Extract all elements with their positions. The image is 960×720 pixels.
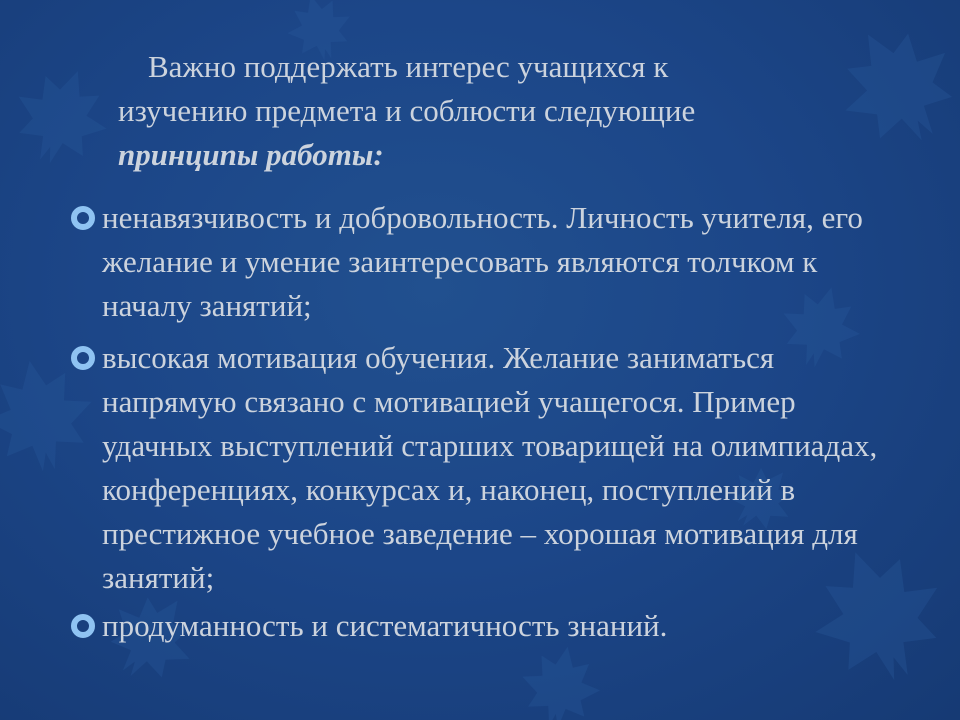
ring-bullet-icon — [70, 613, 96, 639]
bullet-text-1: ненавязчивость и добровольность. Личность учителя, его желание и умение заинтересовать являются толчком к началу занятий; — [102, 200, 863, 323]
intro-line-2: изучению предмета и соблюсти следующие — [118, 93, 696, 128]
ring-bullet-icon — [70, 345, 96, 371]
intro-emphasis-line — [118, 133, 908, 177]
ring-bullet-icon — [70, 205, 96, 231]
bullet-text-2: высокая мотивация обучения. Желание заниматься напрямую связано с мотивацией учащегося. Пример удачных выступлений старших товарищей на олимпиадах, конференциях, конкурсах и, наконец, поступлений в престижное учебное заведение – хорошая мотивация для занятий; — [102, 340, 878, 595]
intro-emphasis: принципы работы: — [118, 137, 384, 172]
intro-line-1-text: Важно поддержать интерес учащихся к — [148, 49, 669, 84]
intro-paragraph — [118, 45, 908, 177]
intro-line-1 — [118, 45, 908, 89]
bullet-text-3: продуманность и систематичность знаний. — [102, 608, 668, 643]
